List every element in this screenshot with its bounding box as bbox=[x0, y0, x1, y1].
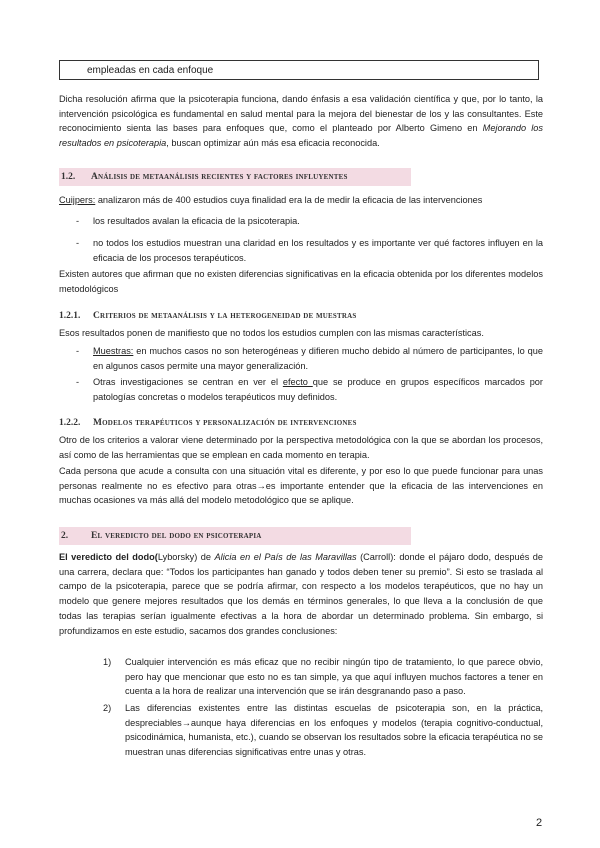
continued-box bbox=[59, 60, 539, 80]
continued-box-text: empleadas en cada enfoque bbox=[87, 65, 214, 76]
section-title: Análisis de metaanálisis recientes y factores influyentes bbox=[91, 172, 348, 182]
section-heading-1-2 bbox=[59, 168, 411, 186]
section-number: 1.2. bbox=[61, 172, 76, 182]
book-title: Alicia en el País de las Maravillas bbox=[214, 552, 357, 562]
muestras-label: Muestras: bbox=[93, 346, 134, 356]
models-paragraph-1: Otro de los criterios a valorar viene determinado por la perspectiva metodológica con la que se abordan los procesos, así como de las herramientas que se emplean en cada momento en terapia. bbox=[59, 435, 543, 460]
models-paragraph-2: Cada persona que acude a consulta con una situación vital es diferente, y por eso lo que puede funcionar para unas personas realmente no es efectivo para otras→es importante entender que la eficacia de las intervenciones en muchas ocasiones va más allá del modelo metodológico que se aplique. bbox=[59, 466, 543, 506]
efecto-term: efecto bbox=[282, 377, 313, 387]
authors-paragraph: Existen autores que afirman que no existen diferencias significativas en la eficacia obtenida por los diferentes modelos metodológicos bbox=[59, 269, 543, 294]
document-page: empleadas en cada enfoque Dicha resolución afirma que la psicoterapia funciona, dando énfasis a esa validación científica y que, por lo tanto, la intervención psicológica es fundamental en salud mental para la mejora del bienestar de los y las consultantes. Este reconocimiento sienta las bases para enfoques que, como el planteado por Alberto Gimeno en Mejorando los resultados en psicoterapia, buscan optimizar aún más esa eficacia reconocida. 1.2. Análisis de metaanálisis recientes y factores influyentes Cuijpers: analizaron más de 400 estudios cuya finalidad era la de medir la eficacia de las intervenciones - los resultados avalan la eficacia de la psicoterapia. - no todos los estudios muestran una claridad en los resultados y es importante ver qué factores influyen en la eficacia de los procesos terapéuticos. Existen autores que afirman que no existen diferencias significativas en la eficacia obtenida por los diferentes modelos metodológicos 1.2.1. Criterios de metaanálisis y la heterogeneidad de muestras Esos resultados ponen de manifiesto que no todos los estudios cumplen con las mismas características. - Muestras: en muchos casos no son heterogéneas y difieren mucho debido al número de participantes, lo que en algunos casos permite una mayor generalización. - Otras investigaciones se centran en ver el efecto que se produce en grupos específicos marcados por patologías concretas o modelos terapéuticos muy definidos. 1.2.2. Modelos terapéuticos y personalización de intervenciones Otro de los criterios a valorar viene determinado por la perspectiva metodológica con la que se abordan los procesos, así como de las herramientas que se emplean en cada momento en terapia. Cada persona que acude a consulta con una situación vital es diferente, y por eso lo que puede funcionar para unas personas realmente no es efectivo para otras→es importante entender que la eficacia de las intervenciones en muchas ocasiones va más allá del modelo metodológico que se aplique. 2. El veredicto del dodo en psicoterapia El veredicto del dodo(Lyborsky) de Alicia en el País de las Maravillas (Carroll): donde el pájaro dodo, después de una carrera, declara que: “Todos los participantes han ganado y todos deben tener su premio”. Si esto se traslada al campo de la psicoterapia, parece que se podría afirmar, con respecto a los modelos terapéuticos, que no hay un modelo que genere mejores resultados que los demás en términos generales, lo que lleva a la conclusión de que todas las terapias serían igualmente efectivas a la hora de abordar un determinado problema. Sin embargo, si profundizamos en este estudio, sacamos dos grandes conclusiones: 1) Cualquier intervención es más eficaz que no recibir ningún tipo de tratamiento, lo que parece obvio, pero hay que mencionar que esto no es tan simple, ya que aquí influyen muchos factores a tener en cuenta a la hora de realizar una intervención que se irán desgranando paso a paso. 2) Las diferencias existentes entre las distintas escuelas de psicoterapia son, en la práctica, despreciables→aunque haya diferencias en los enfoques y modelos (terapia cognitivo-conductual, psicodinámica, humanista, etc.), cuando se observan los resultados sobre la eficacia terapéutica no se muestran unas diferencias significativas entre unas y otras. 2 bbox=[0, 0, 600, 848]
book-title: Mejorando los resultados en psicoterapia bbox=[59, 123, 543, 149]
criteria-intro: Esos resultados ponen de manifiesto que no todos los estudios cumplen con las mismas características. bbox=[59, 328, 484, 338]
cuijpers-label: Cuijpers: bbox=[59, 195, 96, 205]
intro-paragraph: Dicha resolución afirma que la psicoterapia funciona, dando énfasis a esa validación científica y que, por lo tanto, la intervención psicológica es fundamental en salud mental para la mejora del bienestar de los y las consultantes. Este reconocimiento sienta las bases para enfoques que, como el planteado por Alberto Gimeno en Mejorando los resultados en psicoterapia, buscan optimizar aún más esa eficacia reconocida. bbox=[59, 94, 543, 149]
cuijpers-paragraph: Cuijpers: analizaron más de 400 estudios cuya finalidad era la de medir la eficacia de las intervenciones bbox=[59, 195, 483, 205]
page-number: 2 bbox=[536, 817, 543, 829]
dodo-paragraph: El veredicto del dodo(Lyborsky) de Alicia en el País de las Maravillas (Carroll): donde el pájaro dodo, después de una carrera, declara que: “Todos los participantes han ganado y todos deben tener su premio”. Si esto se traslada al campo de la psicoterapia, parece que se podría afirmar, con respecto a los modelos terapéuticos, que no hay un modelo que genere mejores resultados que los demás en términos generales, lo que lleva a la conclusión de que todas las terapias serían igualmente efectivas a la hora de abordar un determinado problema. Sin embargo, si profundizamos en este estudio, sacamos dos grandes conclusiones: bbox=[59, 552, 544, 636]
dodo-lead: El veredicto del dodo( bbox=[59, 552, 158, 562]
section-heading-2: 2. El veredicto del dodo en psicoterapia bbox=[59, 527, 411, 545]
